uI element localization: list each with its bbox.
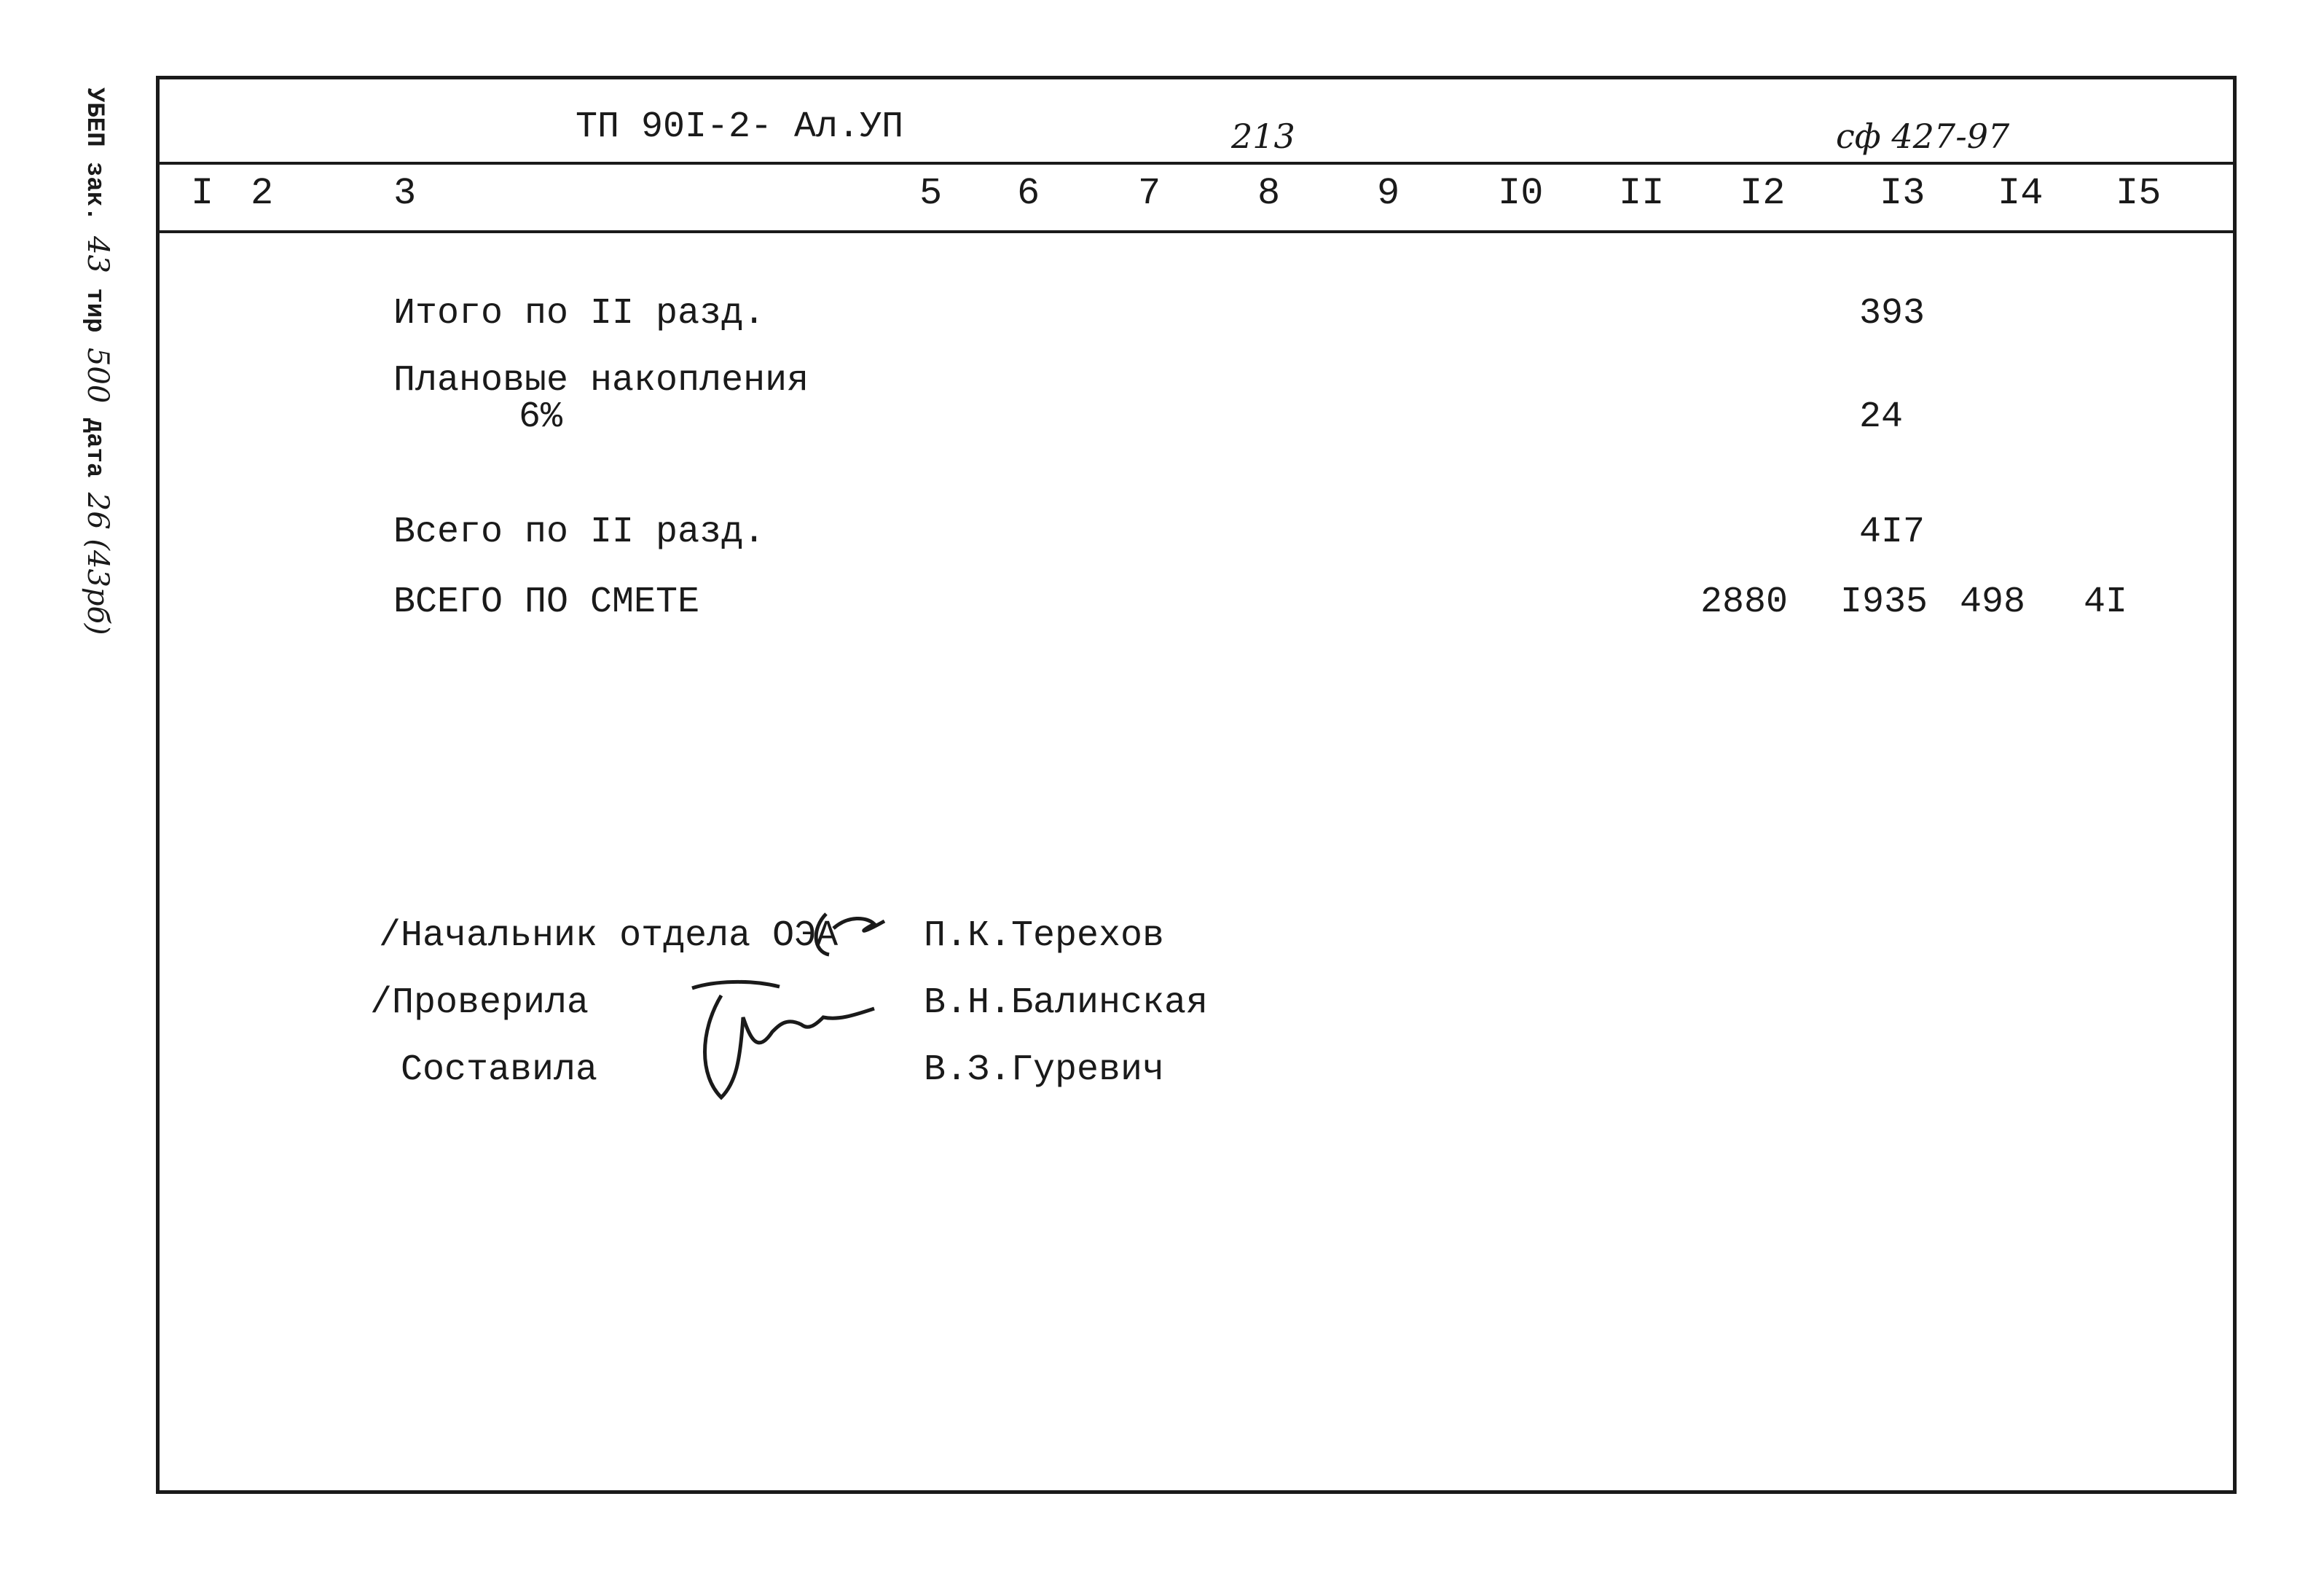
header-divider (156, 162, 2237, 165)
row-value-col15: 4I (2084, 582, 2128, 623)
row-value-col13: I935 (1840, 582, 1928, 623)
row-value-col13: 4I7 (1859, 512, 1925, 553)
tick-mark-icon: / (370, 982, 393, 1024)
handwritten-signature-icon (670, 974, 882, 1105)
row-label-estimate-total: ВСЕГО ПО СМЕТЕ (393, 582, 700, 623)
column-number: II (1619, 172, 1665, 215)
column-number: 9 (1377, 172, 1400, 215)
column-number: 6 (1017, 172, 1040, 215)
side-stamp-printed: УБЕП зак. (80, 87, 108, 222)
signature-name-checked: В.Н.Балинская (924, 982, 1209, 1024)
row-sublabel-percent: 6% (519, 396, 563, 438)
side-stamp-date: 26 (43рб) (81, 492, 114, 635)
row-value-col13: 393 (1859, 293, 1925, 334)
column-number: 3 (393, 172, 417, 215)
signature-name-head: П.К.Терехов (924, 915, 1165, 957)
row-label-section-total: Итого по II разд. (393, 293, 766, 334)
document-frame (156, 76, 2237, 1494)
side-stamp-tirage: 500 (81, 347, 114, 404)
column-number: I2 (1740, 172, 1786, 215)
column-number: 7 (1138, 172, 1161, 215)
row-label-planned-savings: Плановые накопления (393, 360, 809, 402)
side-stamp-order: 43 (81, 236, 114, 273)
handwritten-initials-icon (804, 907, 892, 965)
side-stamp-tirage-label: тир (80, 288, 108, 333)
signature-name-compiled: В.З.Гуревич (924, 1049, 1165, 1091)
column-number: 8 (1257, 172, 1281, 215)
side-stamp-date-label: дата (80, 418, 108, 478)
column-number: I (191, 172, 214, 215)
page-number: 213 (1231, 117, 1295, 156)
column-number: I5 (2116, 172, 2162, 215)
column-number: 5 (919, 172, 943, 215)
side-stamp (80, 87, 114, 635)
row-value-col14: 498 (1960, 582, 2026, 623)
signature-role-head: /Начальник отдела ОЭА (379, 915, 839, 957)
column-number: I0 (1498, 172, 1544, 215)
row-label-section-grand-total: Всего по II разд. (393, 512, 766, 553)
column-number: I4 (1998, 172, 2044, 215)
row-value-col12: 2880 (1700, 582, 1789, 623)
row-value-col13: 24 (1859, 396, 1904, 438)
signature-role-checked: /Проверила (370, 982, 589, 1024)
column-number: I3 (1880, 172, 1925, 215)
tick-mark-icon: / (379, 915, 401, 957)
column-header-divider (156, 230, 2237, 233)
column-number: 2 (251, 172, 274, 215)
doc-code: ТП 90I-2- Ал.УП (576, 106, 904, 148)
sheet-reference: сф 427-97 (1836, 117, 2010, 156)
signature-role-compiled: Составила (401, 1049, 598, 1091)
